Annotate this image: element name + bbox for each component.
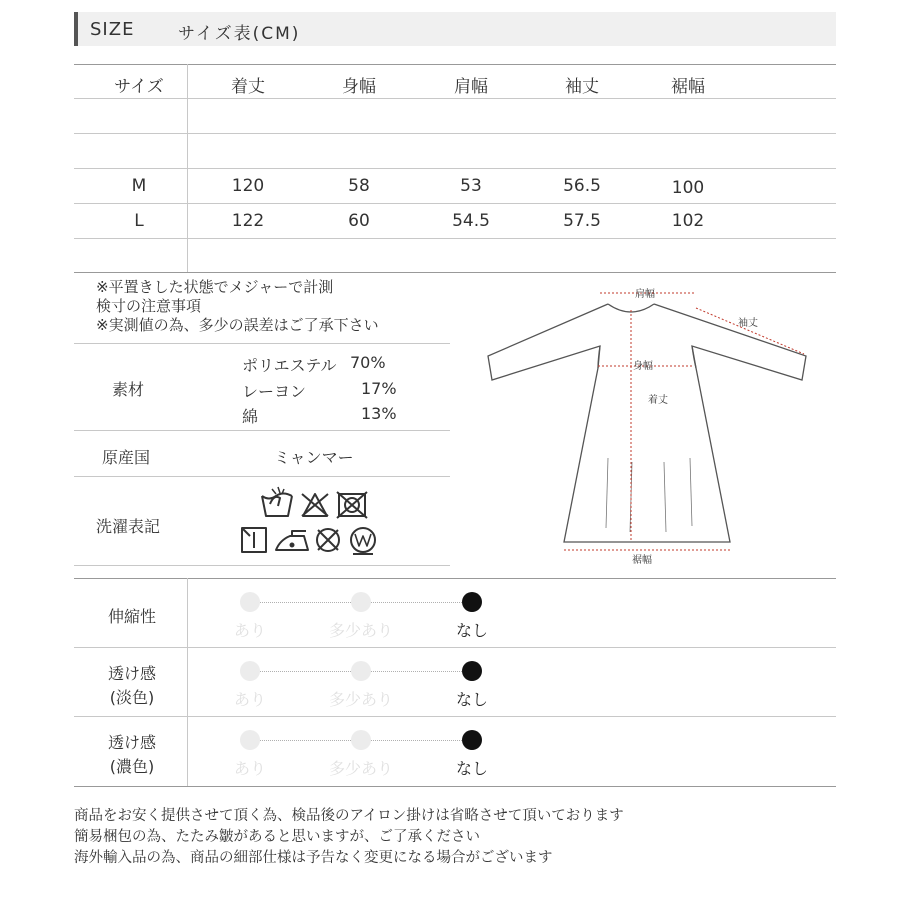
rating-label: 透け感 — [107, 664, 156, 683]
header-size-label: SIZE — [90, 19, 135, 40]
rating-connector — [371, 740, 462, 741]
rating-connector — [371, 602, 462, 603]
table-cell: 102 — [671, 211, 705, 231]
footer-line: 商品をお安く提供させて頂く為、検品後のアイロン掛けは省略させて頂いております — [74, 808, 624, 824]
origin-label: 原産国 — [101, 448, 150, 467]
no-bleach-icon — [302, 494, 328, 516]
footer-line: 海外輸入品の為、商品の細部仕様は予告なく変更になる場合がございます — [74, 850, 553, 866]
table-cell: 56.5 — [563, 176, 601, 196]
rating-dot-selected — [462, 661, 482, 681]
table-header-sleeve: 袖丈 — [565, 77, 599, 97]
table-row-size-m: M — [131, 176, 147, 196]
rating-connector — [260, 671, 351, 672]
wet-clean-icon — [351, 528, 375, 554]
garment-outline — [488, 304, 806, 542]
no-tumble-dry-icon — [337, 492, 367, 518]
garment-diagram — [480, 280, 820, 570]
diagram-label-shoulder: 肩幅 — [635, 289, 655, 300]
rating-dot-selected — [462, 730, 482, 750]
rating-label-sub: (濃色) — [109, 757, 155, 776]
note-line: ※平置きした状態でメジャーで計測 — [96, 278, 334, 296]
table-header-chest: 身幅 — [342, 77, 376, 97]
note-line: 検寸の注意事項 — [96, 297, 202, 315]
rating-option-label: 多少あり — [328, 759, 393, 778]
table-cell: 100 — [671, 178, 705, 198]
material-name: レーヨン — [242, 382, 307, 401]
table-header-size: サイズ — [114, 77, 164, 97]
table-cell: 122 — [231, 211, 265, 231]
rating-label-sub: (淡色) — [109, 688, 155, 707]
diagram-label-sleeve: 袖丈 — [738, 318, 758, 329]
rating-option-label: あり — [233, 621, 266, 640]
rating-option-label: なし — [455, 759, 488, 778]
rating-option-label: あり — [233, 690, 266, 709]
rating-option-label: なし — [455, 621, 488, 640]
rating-dot — [240, 661, 260, 681]
table-cell: 53 — [460, 176, 482, 196]
table-row-size-l: L — [134, 211, 144, 231]
rating-dot — [351, 592, 371, 612]
rating-connector — [260, 602, 351, 603]
diagram-label-length: 着丈 — [648, 395, 668, 406]
hand-wash-icon — [262, 487, 292, 516]
table-cell: 60 — [348, 211, 370, 231]
footer-line: 簡易梱包の為、たたみ皺があると思いますが、ご了承ください — [74, 829, 480, 845]
rating-dot — [240, 730, 260, 750]
rating-connector — [260, 740, 351, 741]
material-percent: 17% — [361, 379, 397, 398]
drip-dry-icon — [242, 528, 266, 552]
no-dry-clean-icon — [317, 529, 339, 551]
rating-dot — [351, 661, 371, 681]
rating-dot — [351, 730, 371, 750]
header-accent-bar — [74, 12, 78, 46]
rating-label: 伸縮性 — [107, 607, 156, 626]
material-name: ポリエステル — [242, 356, 337, 375]
table-header-length: 着丈 — [231, 77, 265, 97]
origin-value: ミャンマー — [274, 448, 354, 467]
diagram-label-hem: 裾幅 — [632, 555, 652, 566]
rating-option-label: 多少あり — [328, 621, 393, 640]
care-label: 洗濯表記 — [95, 517, 160, 536]
rating-label: 透け感 — [107, 733, 156, 752]
table-cell: 120 — [231, 176, 265, 196]
material-percent: 13% — [361, 404, 397, 423]
rating-option-label: あり — [233, 759, 266, 778]
care-symbols — [232, 484, 392, 560]
sleeve-measure-line — [696, 308, 804, 354]
table-cell: 57.5 — [563, 211, 601, 231]
iron-icon — [276, 531, 308, 550]
note-line: ※実測値の為、多少の誤差はご了承下さい — [96, 316, 379, 334]
table-cell: 54.5 — [452, 211, 490, 231]
rating-connector — [371, 671, 462, 672]
table-cell: 58 — [348, 176, 370, 196]
material-name: 綿 — [242, 407, 259, 426]
material-label: 素材 — [111, 380, 144, 399]
rating-dot-selected — [462, 592, 482, 612]
rating-option-label: 多少あり — [328, 690, 393, 709]
table-header-shoulder: 肩幅 — [454, 77, 488, 97]
section-header — [74, 12, 836, 46]
rating-option-label: なし — [455, 690, 488, 709]
table-header-hem: 裾幅 — [671, 77, 705, 97]
rating-dot — [240, 592, 260, 612]
header-subtitle: サイズ表(CM) — [178, 24, 301, 44]
diagram-label-chest: 身幅 — [633, 361, 653, 372]
material-percent: 70% — [350, 353, 386, 372]
